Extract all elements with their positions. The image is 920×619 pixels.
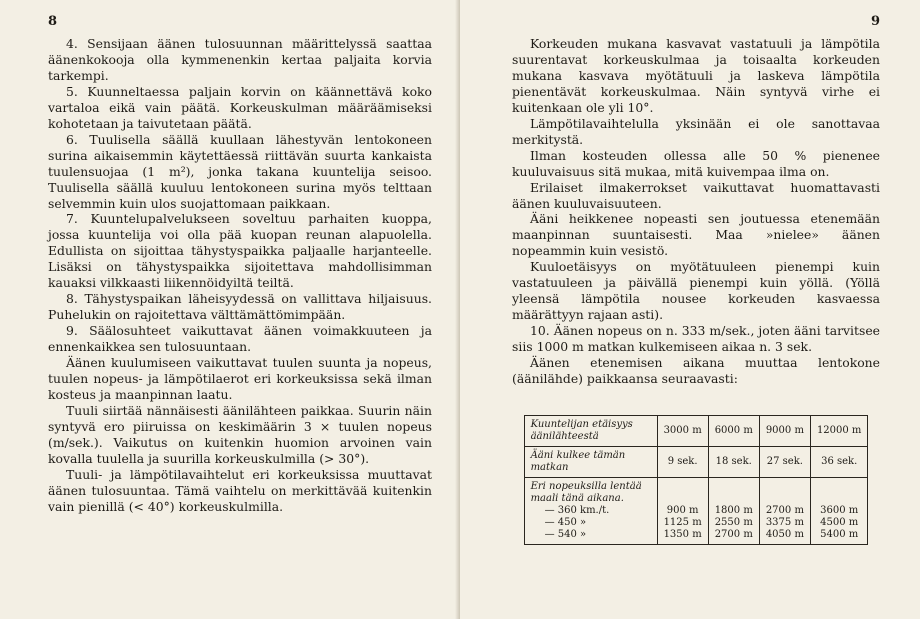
speed-label: Eri nopeuksilla lentää maali tänä aikana. — [530, 480, 642, 504]
distance-label: Kuuntelijan etäisyys äänilähteestä — [524, 415, 657, 446]
speed-value: — 450 » — [544, 516, 587, 528]
table-cell: 9 sek. — [657, 446, 708, 477]
table-cell: 1800 m — [714, 504, 753, 516]
table-cell: 2700 m — [714, 528, 753, 540]
speed-value: — 360 km./t. — [544, 504, 610, 516]
paragraph: 9. Säälosuhteet vaikuttavat äänen voimakkuuteen ja ennenkaikkea sen tulosuuntaan. — [48, 323, 432, 355]
right-page-number: 9 — [870, 14, 880, 29]
value-stack — [664, 481, 702, 541]
table-cell: 3375 m — [765, 516, 804, 528]
table-cell: 2550 m — [714, 516, 753, 528]
paragraph: Äänen kuulumiseen vaikuttavat tuulen suunta ja nopeus, tuulen nopeus- ja lämpötilaerot eri korkeuksissa sekä ilman kosteus ja maanpinnan laatu. — [48, 355, 432, 402]
table-cell: 900 m — [666, 504, 699, 516]
speed-stack — [531, 481, 651, 541]
table-cell-column — [810, 477, 867, 544]
sound-travel-table — [524, 415, 869, 545]
right-page-body — [512, 36, 880, 387]
table-cell: 2700 m — [765, 504, 804, 516]
paragraph: Lämpötilavaihtelulla yksinään ei ole sanottavaa merkitystä. — [512, 115, 880, 147]
paragraph: Ilman kosteuden ollessa alle 50 % pienenee kuuluvaisuus sitä mukaa, mitä kuivempaa ilma on. — [512, 147, 880, 179]
paragraph: 4. Sensijaan äänen tulosuunnan määrittelyssä saattaa äänenkokooja olla kymmenenkin kertaa paljaita korvia tarkempi. — [48, 36, 432, 83]
speed-block — [524, 477, 657, 544]
sound-travel-table-wrap — [512, 415, 880, 545]
table-cell: 5400 m — [820, 528, 859, 540]
table-cell: 1125 m — [663, 516, 702, 528]
paragraph: Tuuli- ja lämpötilavaihtelut eri korkeuksissa muuttavat äänen tulosuuntaa. Tämä vaihtelu on merkittävää kuitenkin vain pienillä (< 40°) korkeuskulmilla. — [48, 466, 432, 514]
table-row — [524, 477, 868, 544]
value-stack — [766, 481, 804, 541]
table-cell: 3600 m — [820, 504, 859, 516]
table-cell: 12000 m — [810, 415, 867, 446]
table-row — [524, 415, 868, 446]
table-cell: 27 sek. — [759, 446, 810, 477]
paragraph: Äänen etenemisen aikana muuttaa lentokone (äänilähde) paikkaansa seuraavasti: — [512, 355, 880, 387]
table-cell-column — [657, 477, 708, 544]
speed-value: — 540 » — [544, 528, 587, 540]
table-cell: 3000 m — [657, 415, 708, 446]
table-cell: 18 sek. — [708, 446, 759, 477]
paragraph: Ääni heikkenee nopeasti sen joutuessa etenemään maanpinnan suuntaisesti. Maa »nielee» äänen nopeammin kuin vesistö. — [512, 211, 880, 259]
value-stack — [715, 481, 753, 541]
table-cell: 9000 m — [759, 415, 810, 446]
table-cell-column — [708, 477, 759, 544]
table-cell: 36 sek. — [810, 446, 867, 477]
table-cell: 6000 m — [708, 415, 759, 446]
right-page — [460, 0, 920, 619]
table-cell: 1350 m — [663, 528, 702, 540]
paragraph: Erilaiset ilmakerrokset vaikuttavat huomattavasti äänen kuuluvaisuuteen. — [512, 179, 880, 211]
paragraph: 5. Kuunneltaessa paljain korvin on käännettävä koko vartaloa eikä vain päätä. Korkeuskulman määräämiseksi kohotetaan ja taivutetaan päätä. — [48, 83, 432, 131]
left-page-number: 8 — [48, 14, 58, 29]
table-cell: 4500 m — [820, 516, 859, 528]
table-row — [524, 446, 868, 477]
paragraph: Kuuloetäisyys on myötätuuleen pienempi kuin vastatuuleen ja päivällä pienempi kuin yöllä. (Yöllä yleensä lämpötila nousee korkeuden kasvaessa määrättyyn rajaan asti). — [512, 259, 880, 323]
paragraph: Tuuli siirtää nännäisesti äänilähteen paikkaa. Suurin näin syntyvä ero piiruissa on keskimäärin 3 × tuulen nopeus (m/sek.). Vaikutus on kuitenkin huomion arvoinen vain kovalla tuulella ja suurilla korkeuskulmilla (> 30°). — [48, 402, 432, 466]
value-stack — [817, 481, 861, 541]
paragraph: 8. Tähystyspaikan läheisyydessä on vallittava hiljaisuus. Puhelukin on rajoitettava välttämättömimpään. — [48, 291, 432, 323]
paragraph: 6. Tuulisella säällä kuullaan lähestyvän lentokoneen surina aikaisemmin käytettäessä riittävän suurta kankaista tuulensuojaa (1 m²), jonka takana kuuntelija seisoo. Tuulisella säällä kuuluu lentokoneen surina myös telttaan selvemmin kuin ulos suojattomaan paikkaan. — [48, 131, 432, 211]
left-page-body — [48, 36, 432, 515]
paragraph: Korkeuden mukana kasvavat vastatuuli ja lämpötila suurentavat korkeuskulmaa ja toisaalta korkeuden mukana kasvava myötätuuli ja laskeva lämpötila pienentävät korkeuskulmaa. Näin syntyvä virhe ei kuitenkaan ole yli 10°. — [512, 36, 880, 115]
paragraph: 10. Äänen nopeus on n. 333 m/sek., joten ääni tarvitsee siis 1000 m matkan kulkemiseen aikaa n. 3 sek. — [512, 323, 880, 355]
time-label: Ääni kulkee tämän matkan — [524, 446, 657, 477]
paragraph: 7. Kuuntelupalvelukseen soveltuu parhaiten kuoppa, jossa kuuntelija voi olla pää kuopan reunan alapuolella. Edullista on sijoittaa tähystyspaikka paljaalle harjanteelle. Lisäksi on tähystyspaikka sijoitettava mahdollisimman kauaksi vilkkaasti liikennöidyiltä teiltä. — [48, 211, 432, 291]
table-cell: 4050 m — [765, 528, 804, 540]
table-cell-column — [759, 477, 810, 544]
